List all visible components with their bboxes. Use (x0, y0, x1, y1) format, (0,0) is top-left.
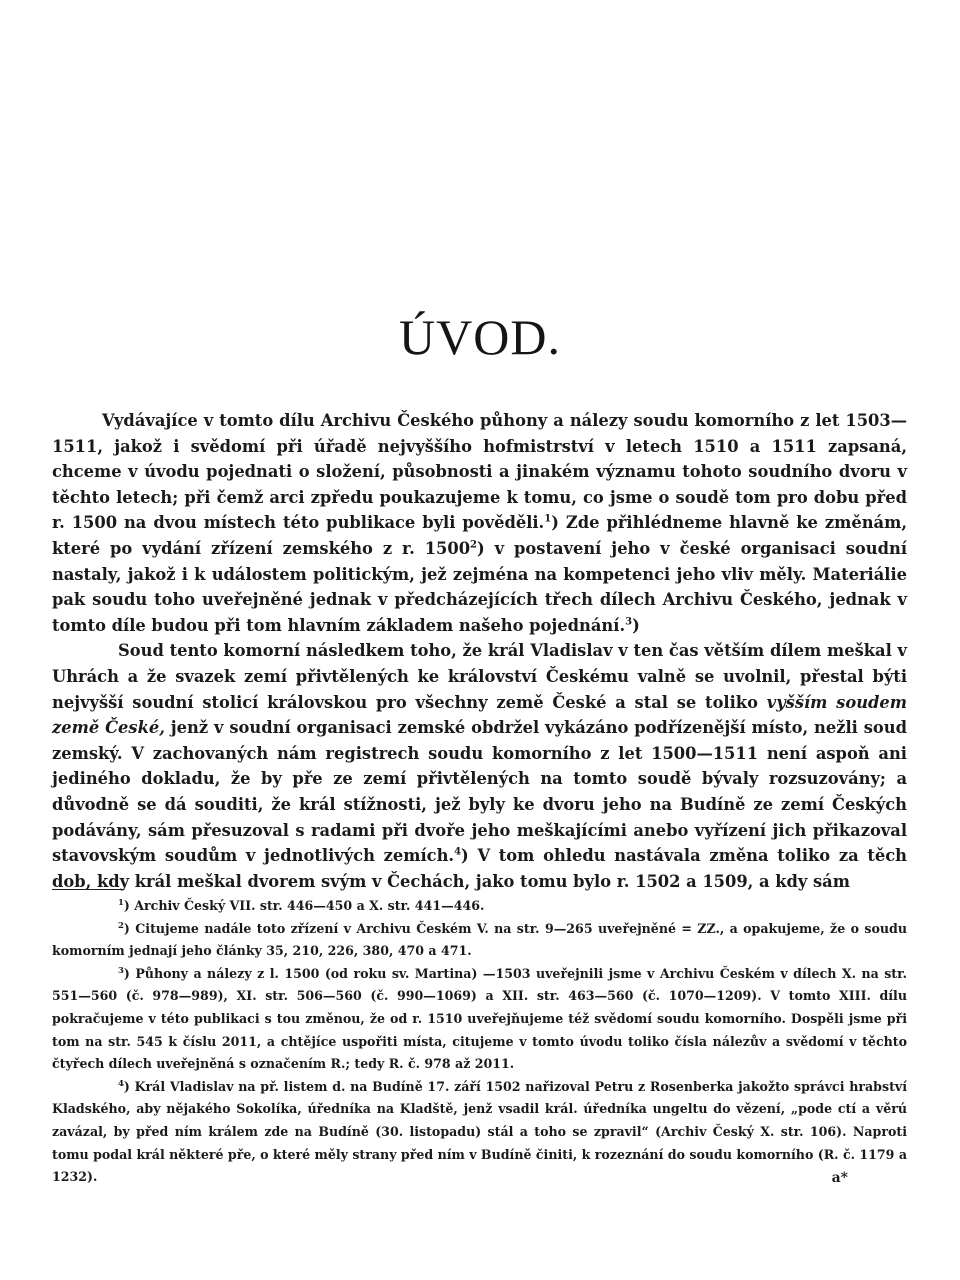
footnote-2 (52, 918, 907, 963)
footnote-mark: 2 (118, 920, 124, 931)
paragraph-1-text-a: Vydávajíce v tomto dílu Archivu Českého půhony a nálezy soudu komorního z let 1503—1511, jakož i svědomí při úřadě nejvyššího hofmistrství v letech 1510 a 1511 zapsaná, chceme v úvodu pojednati o složení, působnosti a jinakém významu tohoto soudního dvoru v těchto letech; při čemž arci zpředu poukazujeme k tomu, co jsme o soudě tom pro dobu před r. 1500 na dvou místech této publikace byli pověděli. (52, 411, 907, 533)
paragraph-1 (52, 408, 907, 638)
paragraph-2-text-c: ) V tom ohledu nastávala změna toliko za těch dob, kdy král meškal dvorem svým v Čechách, jako tomu bylo r. 1502 a 1509, a kdy sám (52, 846, 907, 891)
footnote-ref-2: 2 (470, 539, 478, 551)
main-text (52, 408, 907, 894)
footnote-divider (52, 889, 124, 890)
paragraph-2-text-b: jenž v soudní organisaci zemské obdržel vykázáno podřízenější místo, nežli soud zemský. V zachovaných nám registrech soudu komorního z let 1500—1511 není aspoň ani jediného dokladu, že by pře ze zemí přivtělených na tomto soudě bývaly rozsuzovány; a důvodně se dá souditi, že král stížnosti, jež byly ke dvoru jeho na Budíně ze zemí Českých podávány, sám přesuzoval s radami při dvoře jeho meškajícími anebo vyřízení jich přikazoval stavovským soudům v jednotlivých zemích. (52, 718, 907, 866)
footnote-mark: 4 (118, 1078, 124, 1089)
page-title: ÚVOD. (399, 309, 561, 365)
footnote-text: ) Archiv Český VII. str. 446—450 a X. str. 441—446. (123, 898, 485, 913)
paragraph-2 (52, 638, 907, 894)
footnote-mark: 3 (118, 965, 124, 976)
paragraph-2-text-a: Soud tento komorní následkem toho, že král Vladislav v ten čas větším dílem meškal v Uhrách a že svazek zemí přivtělených ke království Českému valně se uvolnil, přestal býti nejvyšší soudní stolicí královskou pro všechny země České a stal se toliko (52, 641, 907, 712)
footnote-mark: 1 (118, 897, 124, 908)
footnote-3 (52, 963, 907, 1076)
paragraph-2-emphasis: vyšším soudem země České, (52, 692, 908, 738)
paragraph-1-text-d: ) (632, 615, 640, 635)
footnotes (52, 895, 907, 1189)
footnote-1 (52, 895, 907, 918)
signature-mark: a* (831, 1170, 848, 1186)
footnote-ref-1: 1 (544, 513, 552, 525)
footnote-ref-4: 4 (454, 846, 462, 858)
footnote-text: ) Půhony a nálezy z l. 1500 (od roku sv. Martina) —1503 uveřejnili jsme v Archivu Českém v dílech X. na str. 551—560 (č. 978—989), XI. str. 506—560 (č. 990—1069) a XII. str. 463—560 (č. 1070—1209). V tomto XIII. dílu pokračujeme v této publikaci s tou změnou, že od r. 1510 uveřejňujeme též svědomí soudu komorního. Dospěli jsme při tom na str. 545 k číslu 2011, a chtějíce uspořiti místa, citujeme v tomto úvodu toliko čísla nálezův a svědomí v těchto čtyřech dílech uveřejněná s označením R.; tedy R. č. 978 až 2011. (52, 965, 907, 1072)
footnote-4 (52, 1076, 907, 1189)
footnote-ref-3: 3 (625, 616, 633, 628)
paragraph-1-text-c: ) v postavení jeho v české organisaci soudní nastaly, jakož i k událostem politickým, jež zejména na kompetenci jeho vliv měly. Materiálie pak soudu toho uveřejněné jednak v předcházejících třech dílech Archivu Českého, jednak v tomto díle budou při tom hlavním základem našeho pojednání. (52, 538, 907, 635)
footnote-text: ) Král Vladislav na př. listem d. na Budíně 17. září 1502 nařizoval Petru z Rosenberka jakožto správci hrabství Kladského, aby nějakého Sokolíka, úředníka na Kladště, jenž vsadil král. úředníka ungeltu do vězení, „pode ctí a věrú zavázal, by před ním králem zde na Budíně (30. listopadu) stál a toho se zpravil“ (Archiv Český X. str. 106). Naproti tomu podal král některé pře, o které měly strany před ním v Budíně činiti, k rozeznání do soudu komorního (R. č. 1179 a 1232). (52, 1078, 907, 1185)
paragraph-1-text-b: ) Zde přihlédneme hlavně ke změnám, které po vydání zřízení zemského z r. 1500 (52, 513, 907, 558)
footnote-text: ) Citujeme nadále toto zřízení v Archivu Českém V. na str. 9—265 uveřejněné = ZZ., a opakujeme, že o soudu komorním jednají jeho články 35, 210, 226, 380, 470 a 471. (52, 920, 907, 959)
